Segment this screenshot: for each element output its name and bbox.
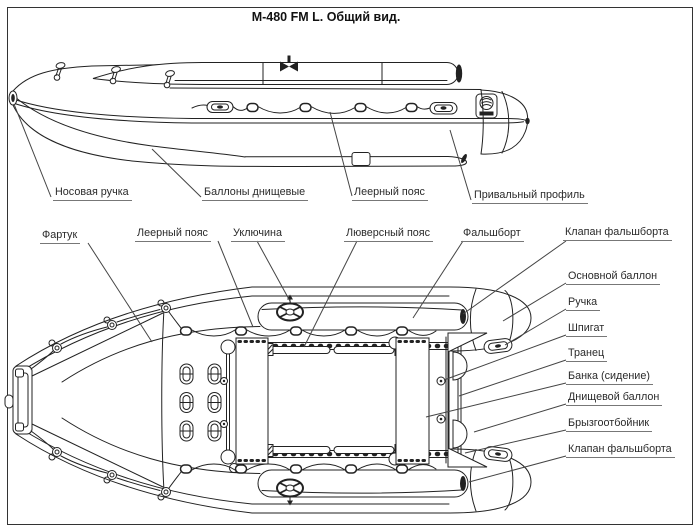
label-spray-deflector: Брызгоотбойник xyxy=(566,417,652,432)
label-leer-belt-top: Леерный пояс xyxy=(135,227,211,242)
label-bulwark: Фальшборт xyxy=(461,227,524,242)
label-bottom-cylinder: Днищевой баллон xyxy=(566,391,662,406)
label-main-cylinder: Основной баллон xyxy=(566,270,660,285)
label-grommet-belt: Люверсный пояс xyxy=(344,227,433,242)
label-bulwark-valve-top: Клапан фальшборта xyxy=(563,226,672,241)
bulwark-valve-bottom xyxy=(460,476,466,491)
side-view-drawing xyxy=(9,56,530,167)
brand-logo-patch xyxy=(476,94,497,118)
top-view-drawing xyxy=(5,287,531,513)
label-scupper: Шпигат xyxy=(566,322,607,337)
bulwark-side xyxy=(93,63,462,85)
bow-piece-top xyxy=(5,366,32,434)
leer-sliders-side xyxy=(247,104,417,112)
bulwark-valve-top xyxy=(460,309,466,324)
bottom-cylinder-side xyxy=(245,153,468,167)
bottom-cylinder-ends xyxy=(453,352,467,448)
label-seat: Банка (сидение) xyxy=(566,370,653,385)
label-handle: Ручка xyxy=(566,296,600,311)
label-rub-profile: Привальный профиль xyxy=(472,189,588,204)
label-apron: Фартук xyxy=(40,229,80,244)
label-oarlock: Уключина xyxy=(231,227,285,242)
label-bottom-cylinders: Баллоны днищевые xyxy=(202,186,308,201)
label-bow-handle: Носовая ручка xyxy=(53,186,132,201)
diagram-title: М-480 FM L. Общий вид. xyxy=(251,10,401,24)
label-transom: Транец xyxy=(566,347,607,362)
bow-handle-side xyxy=(9,91,17,105)
label-bulwark-valve-bottom: Клапан фальшборта xyxy=(566,443,675,458)
label-leer-belt-side: Леерный пояс xyxy=(352,186,428,201)
